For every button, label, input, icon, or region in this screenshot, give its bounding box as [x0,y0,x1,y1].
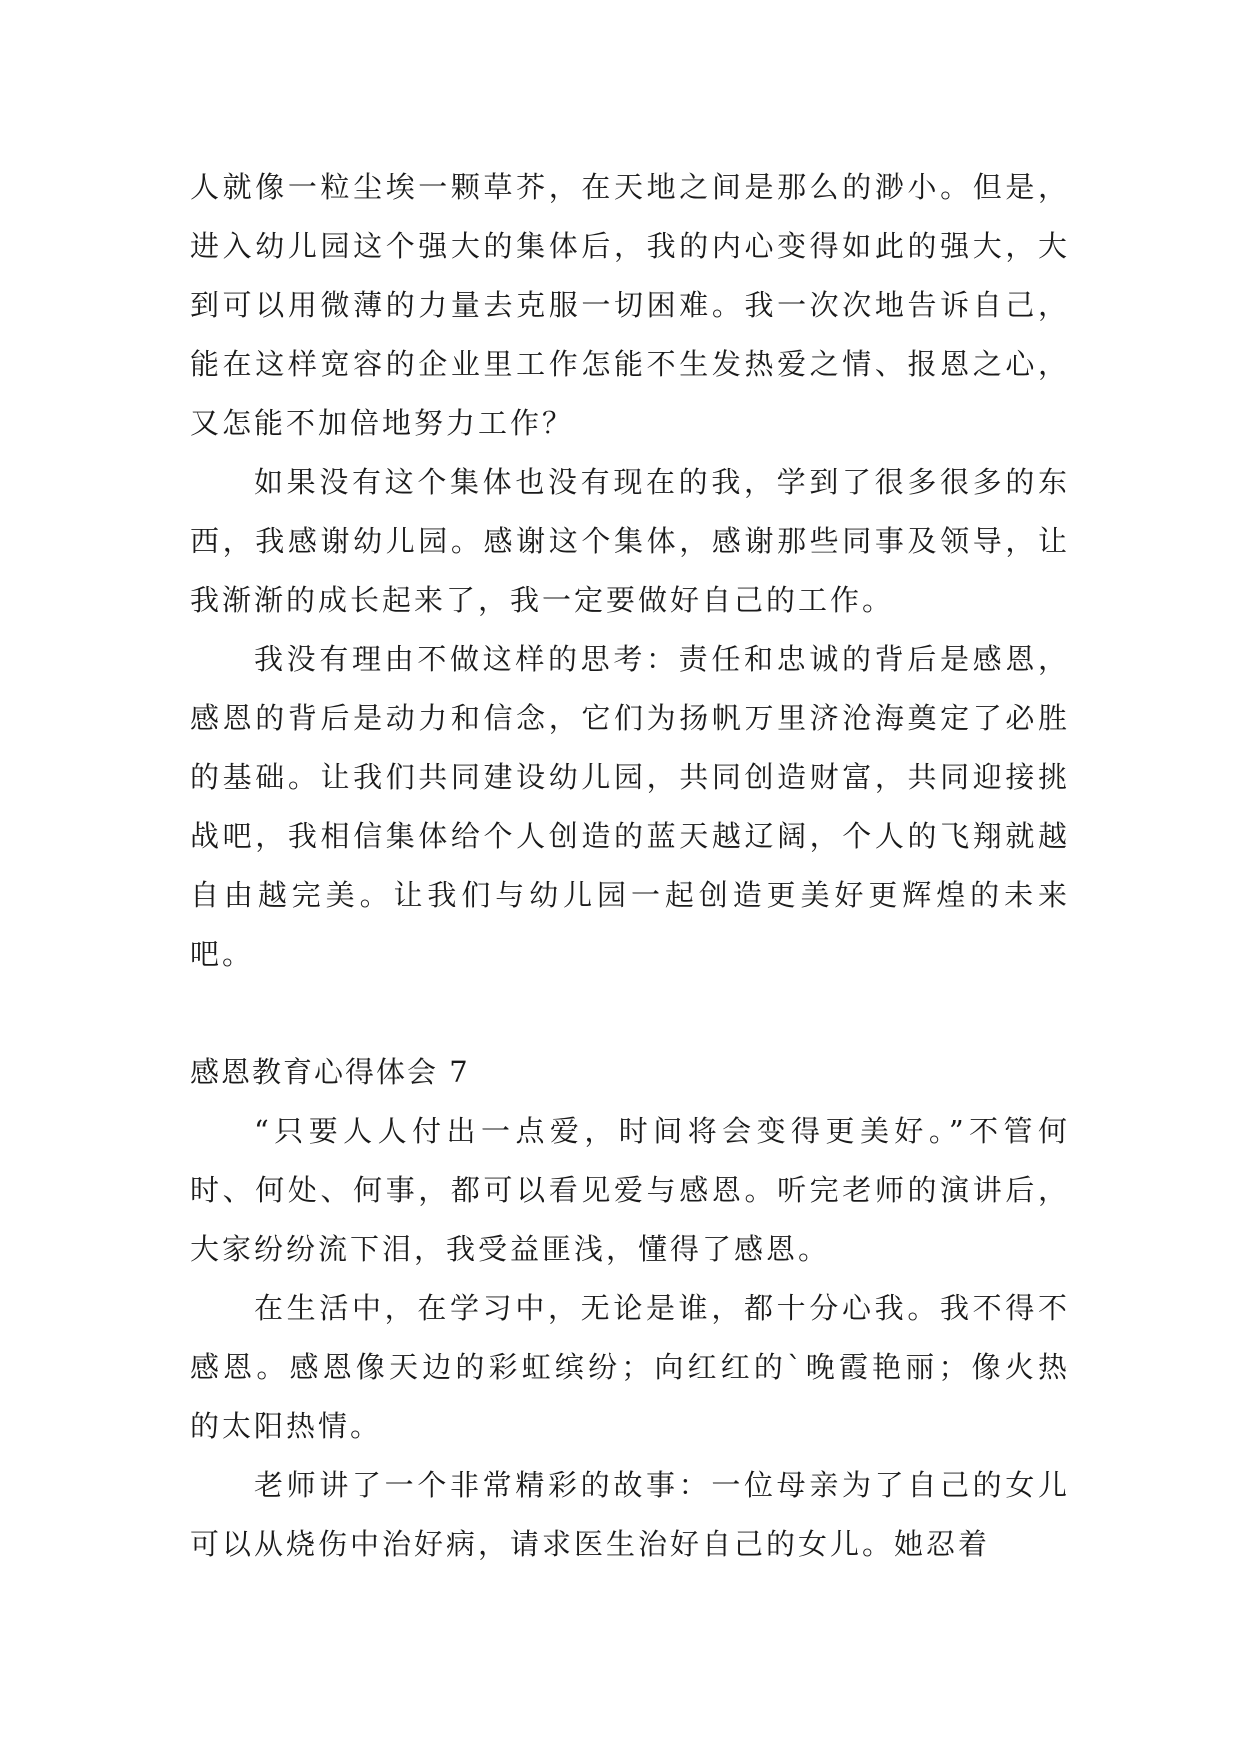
paragraph-continued: 人就像一粒尘埃一颗草芥，在天地之间是那么的渺小。但是，进入幼儿园这个强大的集体后，我的内心变得如此的强大，大到可以用微薄的力量去克服一切困难。我一次次地告诉自己，能在这样宽容的企业里工作怎能不生发热爱之情、报恩之心，又怎能不加倍地努力工作？ [190,170,1070,440]
paragraph-gratitude-collective: 如果没有这个集体也没有现在的我，学到了很多很多的东西，我感谢幼儿园。感谢这个集体，感谢那些同事及领导，让我渐渐的成长起来了，我一定要做好自己的工作。 [190,465,1070,617]
document-body [190,158,1070,1574]
paragraph-story: 老师讲了一个非常精彩的故事：一位母亲为了自己的女儿可以从烧伤中治好病，请求医生治好自己的女儿。她忍着 [190,1468,1070,1561]
paragraph-quote: “只要人人付出一点爱，时间将会变得更美好。”不管何时、何处、何事，都可以看见爱与感恩。听完老师的演讲后，大家纷纷流下泪，我受益匪浅，懂得了感恩。 [190,1114,1070,1266]
paragraph-reflection: 我没有理由不做这样的思考：责任和忠诚的背后是感恩，感恩的背后是动力和信念，它们为扬帆万里济沧海奠定了必胜的基础。让我们共同建设幼儿园，共同创造财富，共同迎接挑战吧，我相信集体给个人创造的蓝天越辽阔，个人的飞翔就越自由越完美。让我们与幼儿园一起创造更美好更辉煌的未来吧。 [190,642,1070,971]
section-heading: 感恩教育心得体会 7 [190,1055,470,1089]
paragraph-life-study: 在生活中，在学习中，无论是谁，都十分心我。我不得不感恩。感恩像天边的彩虹缤纷；向红红的`晚霞艳丽；像火热的太阳热情。 [190,1291,1070,1443]
